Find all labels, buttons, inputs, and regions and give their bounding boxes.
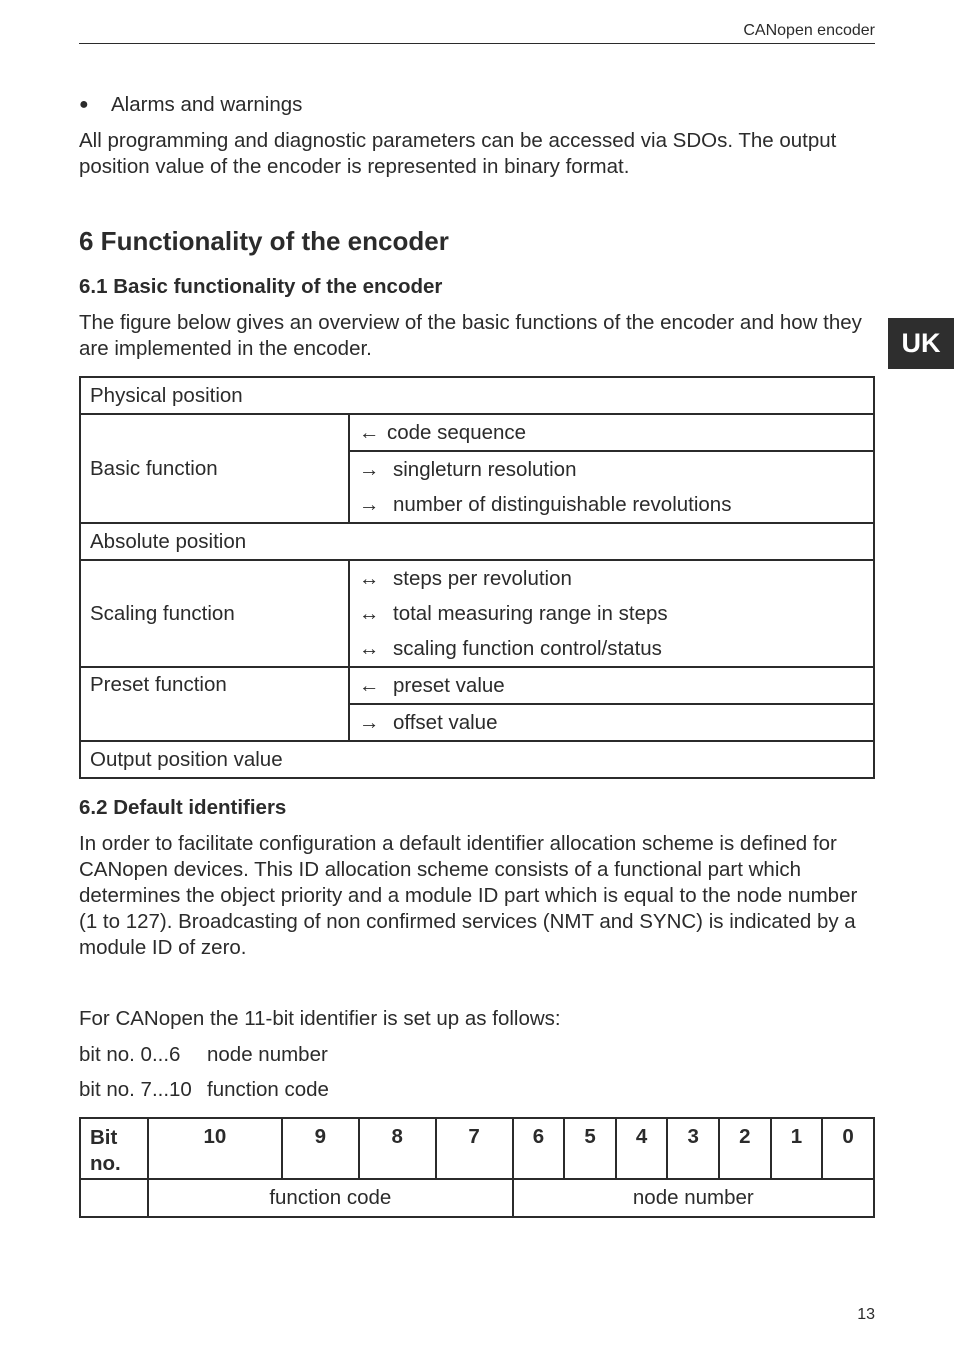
bit-header-cell: 4 — [616, 1118, 668, 1179]
bit-range-line: bit no. 7...10 function code — [79, 1078, 329, 1101]
arrow-both-icon: ↔ — [359, 567, 380, 590]
absolute-position-cell: Absolute position — [80, 523, 874, 560]
bit-header-cell: 8 — [359, 1118, 436, 1179]
basic-function-label: Basic function — [80, 414, 349, 523]
preset-function-label: Preset function — [80, 667, 349, 741]
offset-value-item: → offset value — [349, 704, 874, 741]
bit-range-line: bit no. 0...6 node number — [79, 1043, 328, 1066]
arrow-both-icon: ↔ — [359, 602, 380, 625]
bit-header-cell: 0 — [822, 1118, 874, 1179]
functionality-table — [79, 376, 875, 779]
identifier-setup-line: For CANopen the 11-bit identifier is set up as follows: — [79, 1007, 561, 1030]
scaling-function-items: ↔ steps per revolution ↔ total measuring range in steps ↔ scaling function control/status — [349, 560, 874, 667]
section-6-heading: 6 Functionality of the encoder — [79, 226, 449, 256]
bit-header-cell: 7 — [436, 1118, 513, 1179]
section-6-2-heading: 6.2 Default identifiers — [79, 796, 287, 819]
basic-function-items: → singleturn resolution → number of distinguishable revolutions — [349, 451, 874, 523]
scaling-function-label: Scaling function — [80, 560, 349, 667]
arrow-right-icon: → — [359, 711, 380, 734]
basic-function-item: ← code sequence — [349, 414, 874, 451]
arrow-both-icon: ↔ — [359, 637, 380, 660]
intro-paragraph: All programming and diagnostic parameters can be accessed via SDOs. The output position value of the encoder is represented in binary format. — [79, 129, 837, 178]
bit-header-cell: 3 — [667, 1118, 719, 1179]
bullet-text: Alarms and warnings — [111, 93, 303, 116]
physical-position-cell: Physical position — [80, 377, 874, 414]
identifier-bit-table — [79, 1117, 875, 1218]
section-6-2-paragraph: In order to facilitate configuration a default identifier allocation scheme is defined for CANopen devices. This ID allocation scheme consists of a functional part which determines the object priority and a module ID part which is equal to the node number (1 to 127). Broadcasting of non confirmed services (NMT and SYNC) is indicated by a module ID of zero. — [79, 832, 858, 959]
empty-cell — [80, 1179, 148, 1217]
page-number: 13 — [857, 1306, 875, 1323]
bit-header-cell: 10 — [148, 1118, 282, 1179]
bullet-item — [79, 92, 879, 118]
section-6-1-paragraph: The figure below gives an overview of the basic functions of the encoder and how they are implemented in the encoder. — [79, 311, 862, 360]
header-divider — [79, 43, 875, 44]
bit-header-cell: 1 — [771, 1118, 823, 1179]
bit-header-cell: 2 — [719, 1118, 771, 1179]
bit-header-cell: 5 — [564, 1118, 616, 1179]
bit-header-cell: 9 — [282, 1118, 359, 1179]
arrow-left-icon: ← — [359, 674, 380, 697]
bit-header-cell: 6 — [513, 1118, 565, 1179]
section-6-1-heading: 6.1 Basic functionality of the encoder — [79, 275, 443, 298]
arrow-left-icon: ← — [359, 421, 380, 444]
function-code-cell: function code — [148, 1179, 513, 1217]
preset-value-item: ← preset value — [349, 667, 874, 704]
output-position-cell: Output position value — [80, 741, 874, 778]
header-title: CANopen encoder — [743, 22, 875, 39]
language-tab-uk: UK — [888, 318, 954, 369]
bit-no-header: Bit no. — [80, 1118, 148, 1179]
page-content — [79, 90, 879, 1218]
bullet-dot-icon: ● — [79, 96, 89, 113]
node-number-cell: node number — [513, 1179, 874, 1217]
arrow-right-icon: → — [359, 493, 380, 516]
arrow-right-icon: → — [359, 458, 380, 481]
